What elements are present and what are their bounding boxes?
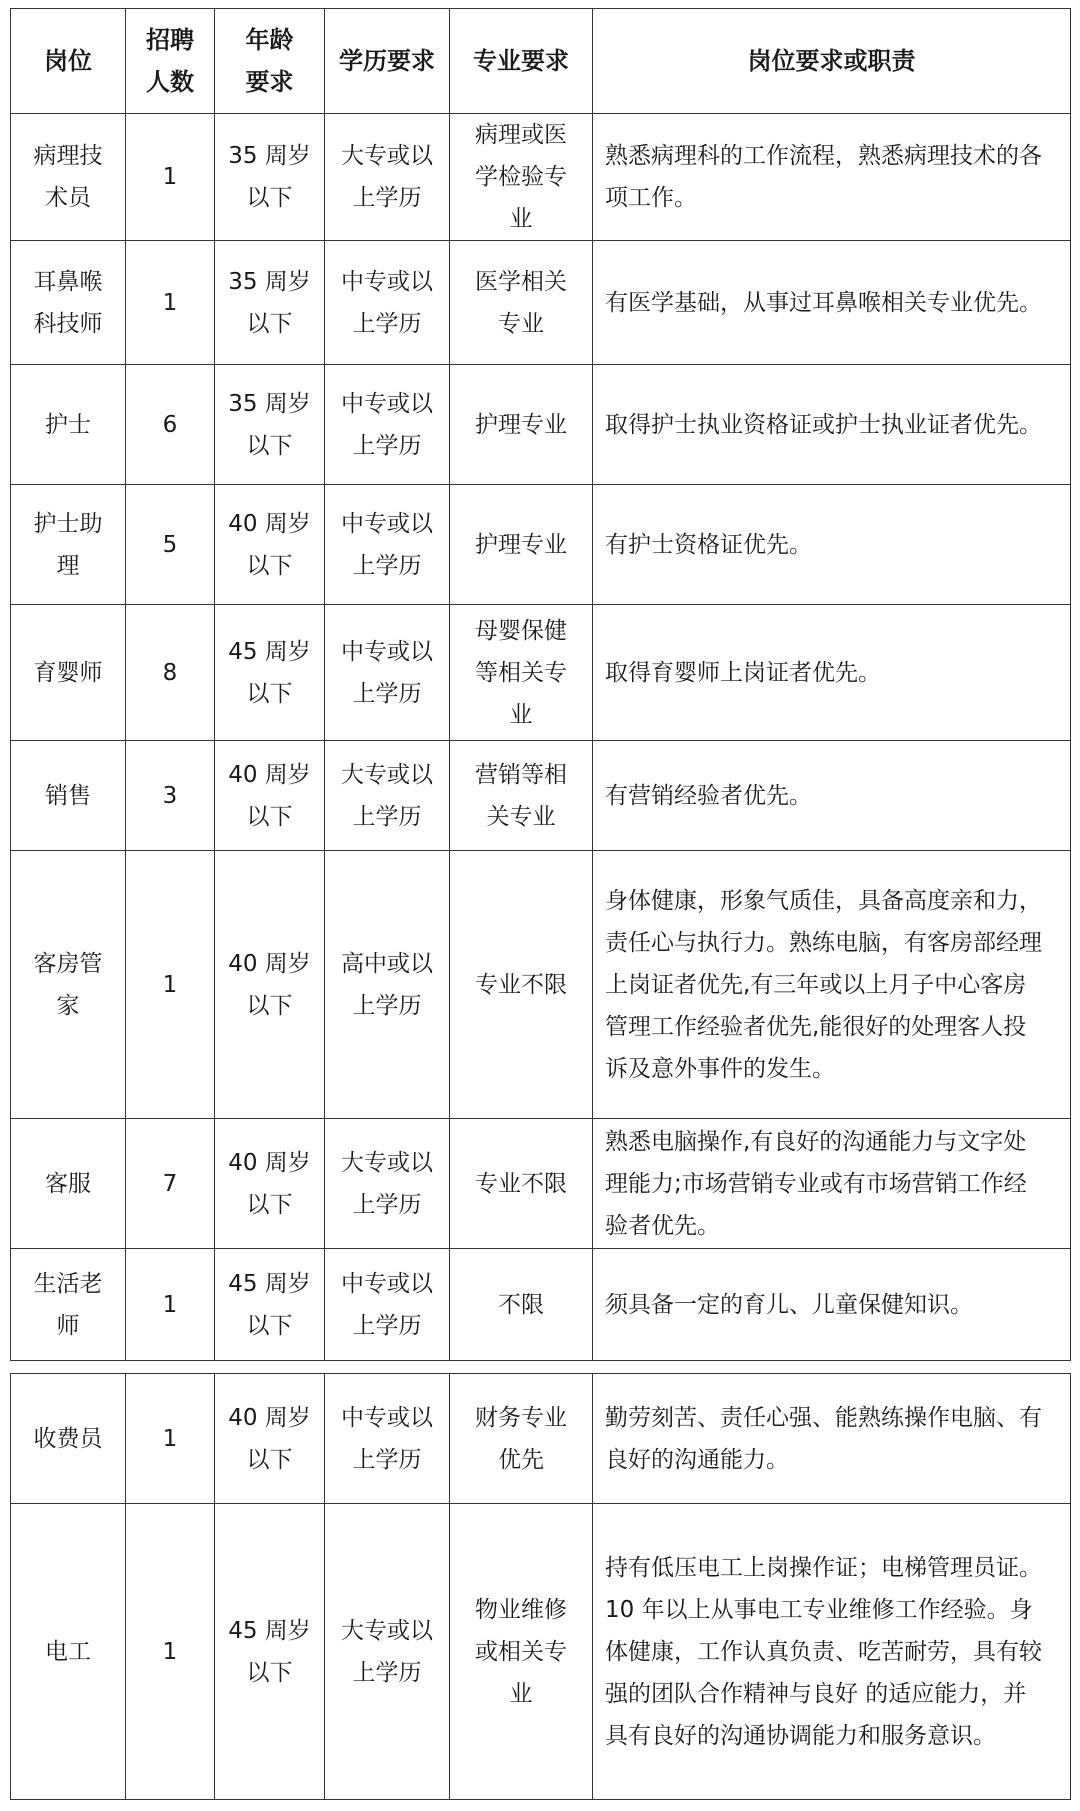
cell-position: 销售 (11, 741, 126, 851)
header-count: 招聘 人数 (126, 9, 215, 114)
cell-major: 专业不限 (450, 1119, 593, 1249)
cell-major: 物业维修 或相关专 业 (450, 1504, 593, 1800)
table-row (11, 741, 1071, 851)
cell-count: 1 (126, 114, 215, 241)
cell-education: 中专或以 上学历 (325, 1249, 450, 1361)
cell-position: 客房管 家 (11, 851, 126, 1119)
cell-age: 35 周岁 以下 (215, 365, 325, 485)
table-row (11, 1504, 1071, 1800)
cell-age: 35 周岁 以下 (215, 114, 325, 241)
cell-count: 1 (126, 241, 215, 365)
cell-count: 1 (126, 1504, 215, 1800)
cell-position: 生活老 师 (11, 1249, 126, 1361)
cell-duties: 取得育婴师上岗证者优先。 (593, 605, 1071, 741)
cell-education: 中专或以 上学历 (325, 1374, 450, 1504)
recruitment-table-continued (10, 1373, 1071, 1800)
recruitment-table (10, 8, 1071, 1361)
cell-count: 7 (126, 1119, 215, 1249)
cell-count: 8 (126, 605, 215, 741)
cell-duties: 有医学基础，从事过耳鼻喉相关专业优先。 (593, 241, 1071, 365)
cell-duties: 身体健康，形象气质佳，具备高度亲和力， 责任心与执行力。熟练电脑，有客房部经理 上岗证者优先,有三年或以上月子中心客房 管理工作经验者优先,能很好的处理客人投 诉及意外事件的发生。 (593, 851, 1071, 1119)
cell-duties: 熟悉病理科的工作流程，熟悉病理技术的各 项工作。 (593, 114, 1071, 241)
cell-duties: 有护士资格证优先。 (593, 485, 1071, 605)
cell-position: 收费员 (11, 1374, 126, 1504)
table-row (11, 1119, 1071, 1249)
table-row (11, 605, 1071, 741)
cell-education: 中专或以 上学历 (325, 605, 450, 741)
cell-education: 大专或以 上学历 (325, 741, 450, 851)
cell-age: 40 周岁 以下 (215, 485, 325, 605)
cell-position: 耳鼻喉 科技师 (11, 241, 126, 365)
cell-duties: 勤劳刻苦、责任心强、能熟练操作电脑、有 良好的沟通能力。 (593, 1374, 1071, 1504)
cell-count: 3 (126, 741, 215, 851)
table-header-row (11, 9, 1071, 114)
cell-major: 母婴保健 等相关专 业 (450, 605, 593, 741)
cell-education: 大专或以 上学历 (325, 114, 450, 241)
cell-major: 财务专业 优先 (450, 1374, 593, 1504)
cell-count: 1 (126, 851, 215, 1119)
cell-education: 大专或以 上学历 (325, 1119, 450, 1249)
cell-position: 病理技 术员 (11, 114, 126, 241)
cell-count: 1 (126, 1249, 215, 1361)
cell-age: 45 周岁 以下 (215, 1249, 325, 1361)
cell-education: 中专或以 上学历 (325, 485, 450, 605)
cell-major: 护理专业 (450, 485, 593, 605)
cell-major: 医学相关 专业 (450, 241, 593, 365)
table-row (11, 241, 1071, 365)
table-row (11, 1374, 1071, 1504)
header-major: 专业要求 (450, 9, 593, 114)
cell-major: 病理或医 学检验专 业 (450, 114, 593, 241)
header-position: 岗位 (11, 9, 126, 114)
header-education: 学历要求 (325, 9, 450, 114)
cell-major: 营销等相 关专业 (450, 741, 593, 851)
table-row (11, 114, 1071, 241)
table-row (11, 365, 1071, 485)
cell-education: 高中或以 上学历 (325, 851, 450, 1119)
cell-major: 专业不限 (450, 851, 593, 1119)
cell-position: 护士 (11, 365, 126, 485)
header-age: 年龄 要求 (215, 9, 325, 114)
cell-duties: 取得护士执业资格证或护士执业证者优先。 (593, 365, 1071, 485)
cell-education: 中专或以 上学历 (325, 241, 450, 365)
table-row (11, 485, 1071, 605)
cell-duties: 须具备一定的育儿、儿童保健知识。 (593, 1249, 1071, 1361)
cell-count: 6 (126, 365, 215, 485)
cell-major: 护理专业 (450, 365, 593, 485)
cell-age: 40 周岁 以下 (215, 1374, 325, 1504)
cell-position: 电工 (11, 1504, 126, 1800)
cell-age: 35 周岁 以下 (215, 241, 325, 365)
cell-position: 育婴师 (11, 605, 126, 741)
cell-count: 5 (126, 485, 215, 605)
cell-position: 客服 (11, 1119, 126, 1249)
cell-age: 45 周岁 以下 (215, 605, 325, 741)
cell-duties: 有营销经验者优先。 (593, 741, 1071, 851)
cell-major: 不限 (450, 1249, 593, 1361)
cell-age: 45 周岁 以下 (215, 1504, 325, 1800)
table-row (11, 851, 1071, 1119)
cell-education: 大专或以 上学历 (325, 1504, 450, 1800)
cell-duties: 熟悉电脑操作,有良好的沟通能力与文字处 理能力;市场营销专业或有市场营销工作经 验者优先。 (593, 1119, 1071, 1249)
cell-duties: 持有低压电工上岗操作证；电梯管理员证。 10 年以上从事电工专业维修工作经验。身 体健康，工作认真负责、吃苦耐劳，具有较 强的团队合作精神与良好 的适应能力，并 具有良好的沟通协调能力和服务意识。 (593, 1504, 1071, 1800)
cell-education: 中专或以 上学历 (325, 365, 450, 485)
table-row (11, 1249, 1071, 1361)
header-duties: 岗位要求或职责 (593, 9, 1071, 114)
cell-age: 40 周岁 以下 (215, 741, 325, 851)
cell-age: 40 周岁 以下 (215, 851, 325, 1119)
cell-position: 护士助 理 (11, 485, 126, 605)
cell-count: 1 (126, 1374, 215, 1504)
cell-age: 40 周岁 以下 (215, 1119, 325, 1249)
